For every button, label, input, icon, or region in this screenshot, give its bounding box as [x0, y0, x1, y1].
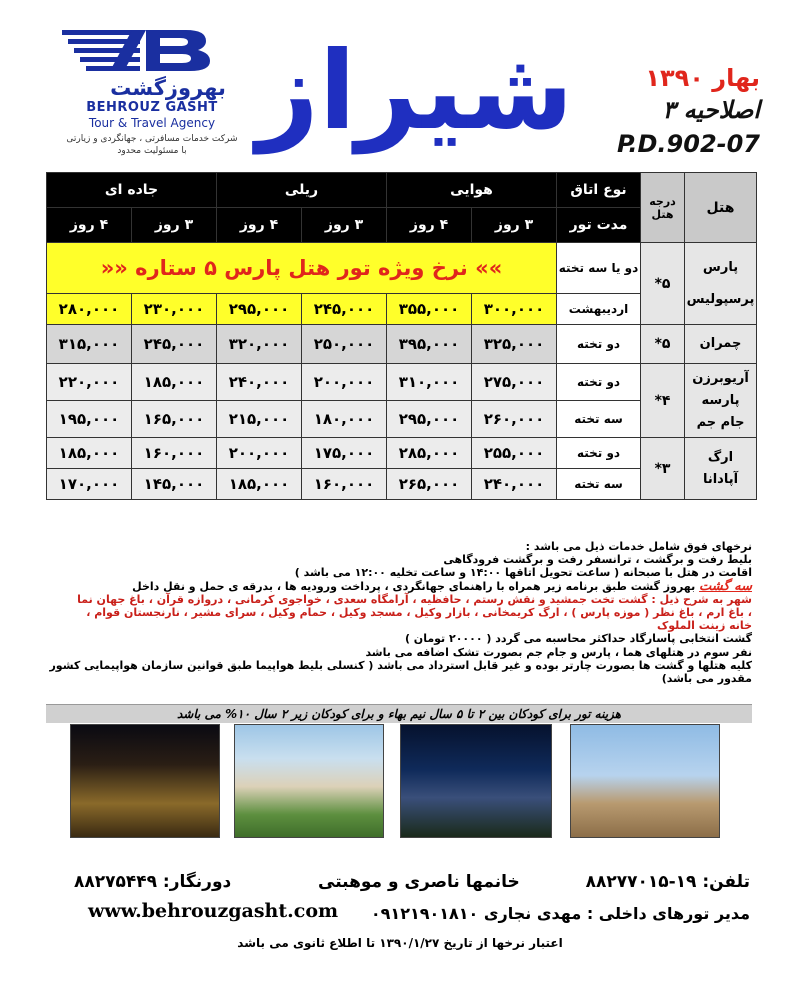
- notes-line: بلیط رفت و برگشت ، ترانسفر رفت و برگشت فرودگاهی: [443, 553, 752, 567]
- price-cell: ۱۸۵,۰۰۰: [132, 364, 217, 401]
- notes-line: مقدور می باشد): [661, 672, 752, 686]
- room-type: دو تخته: [557, 438, 641, 469]
- notes-tour-line: [46, 580, 752, 593]
- price-cell: ۲۰۰,۰۰۰: [302, 364, 387, 401]
- price-cell: ۳۰۰,۰۰۰: [472, 294, 557, 325]
- document-code: P.D.902-07: [616, 130, 760, 158]
- sights-line: ، باغ ارم ، باغ نظر ( موزه پارس ) ، ارگ کریمخانی ، بازار وکیل ، مسجد وکیل ، حمام وکیل ، سرای مشیر ، نارنجستان قوام ،: [86, 606, 752, 620]
- logo-persian-name: بهروزگشت: [110, 76, 226, 100]
- season-label: بهار ۱۳۹۰: [645, 64, 760, 92]
- hotel-star: ۵*: [641, 243, 685, 325]
- price-cell: ۲۴۰,۰۰۰: [217, 364, 302, 401]
- tour-label: سه گشت: [699, 578, 752, 594]
- price-cell: ۱۸۰,۰۰۰: [302, 401, 387, 438]
- notes-line: گشت انتخابی پاسارگاد حداکثر محاسبه می گردد ( ۲۰۰۰۰ تومان ): [404, 632, 752, 646]
- price-cell: ۲۸۵,۰۰۰: [387, 438, 472, 469]
- price-cell: ۳۱۵,۰۰۰: [47, 325, 132, 364]
- company-logo: [62, 24, 232, 76]
- notes-intro: نرخهای فوق شامل خدمات ذیل می باشد :: [525, 540, 752, 553]
- logo-description-line: با مسئولیت محدود: [117, 146, 187, 156]
- price-cell: ۳۲۵,۰۰۰: [472, 325, 557, 364]
- footer-contacts: خانمها ناصری و موهبتی: [318, 872, 520, 892]
- hotel-name-line: آپادانا: [702, 471, 739, 487]
- room-type: سه تخته: [557, 469, 641, 500]
- room-type: دو تخته: [557, 325, 641, 364]
- price-cell: ۲۵۵,۰۰۰: [472, 438, 557, 469]
- price-cell: ۲۹۵,۰۰۰: [387, 401, 472, 438]
- header-duration-cell: ۳ روز: [302, 208, 387, 243]
- logo-description-line: شرکت خدمات مسافرتی ، جهانگردی و زیارتی: [66, 134, 238, 144]
- photo-quran-gate: [70, 724, 220, 838]
- price-cell: ۲۶۵,۰۰۰: [387, 469, 472, 500]
- page-title: شیراز: [256, 29, 574, 154]
- price-cell: ۲۲۰,۰۰۰: [47, 364, 132, 401]
- logo-english-name: BEHROUZ GASHT: [86, 100, 218, 115]
- price-cell: ۲۴۰,۰۰۰: [472, 469, 557, 500]
- tour-notes: [46, 540, 752, 700]
- price-cell: ۲۶۰,۰۰۰: [472, 401, 557, 438]
- hotel-name: [685, 243, 757, 325]
- room-type: دو یا سه تخته: [557, 243, 641, 294]
- header-transport-rail: ریلی: [217, 173, 387, 208]
- price-cell: ۳۹۵,۰۰۰: [387, 325, 472, 364]
- child-fare-note: هزینه تور برای کودکان بین ۲ تا ۵ سال نیم بهاء و برای کودکان زیر ۲ سال ۱۰% می باشد: [46, 704, 752, 723]
- footer-manager: مدیر تورهای داخلی : مهدی نجاری ۰۹۱۲۱۹۰۱۸۱۰: [370, 904, 750, 923]
- price-cell: ۲۱۵,۰۰۰: [217, 401, 302, 438]
- header-duration-cell: ۴ روز: [217, 208, 302, 243]
- hotel-name-line: پارسه: [701, 392, 740, 408]
- price-cell: ۱۶۰,۰۰۰: [302, 469, 387, 500]
- notes-line: کلیه هتلها و گشت ها بصورت چارتر بوده و غیر قابل استرداد می باشد ( کنسلی بلیط هواپیما طبق قوانین سازمان هواپیمایی کشور: [49, 658, 752, 672]
- header-star: درجه هتل: [641, 173, 685, 243]
- price-cell: ۱۷۵,۰۰۰: [302, 438, 387, 469]
- logo-tagline: Tour & Travel Agency: [88, 116, 216, 130]
- price-cell: ۳۲۰,۰۰۰: [217, 325, 302, 364]
- hotel-name-line: پرسپولیس: [686, 291, 755, 307]
- table-row: [47, 438, 757, 469]
- footer-fax: دورنگار: ۸۸۲۷۵۴۴۹: [74, 872, 232, 892]
- hotel-name-line: آریوبرزن: [692, 370, 749, 386]
- hotel-name-line: جام جم: [696, 414, 745, 430]
- logo-company-description: [62, 133, 242, 157]
- price-table: [46, 172, 757, 500]
- room-type: سه تخته: [557, 401, 641, 438]
- room-type: دو تخته: [557, 364, 641, 401]
- table-row: [47, 325, 757, 364]
- header-duration-cell: ۴ روز: [47, 208, 132, 243]
- sights-line: خانه زینت الملوک: [656, 619, 752, 633]
- price-cell: ۲۷۵,۰۰۰: [472, 364, 557, 401]
- hotel-name: [685, 438, 757, 500]
- table-header-row: [47, 173, 757, 208]
- photo-hafezieh: [400, 724, 552, 838]
- hotel-name-line: پارس: [702, 259, 739, 275]
- room-type: اردیبهشت: [557, 294, 641, 325]
- header-transport-air: هوایی: [387, 173, 557, 208]
- price-cell: ۱۷۰,۰۰۰: [47, 469, 132, 500]
- header-duration-cell: ۴ روز: [387, 208, 472, 243]
- footer-website[interactable]: www.behrouzgasht.com: [88, 900, 339, 922]
- special-offer-banner: »» نرخ ویژه تور هتل پارس ۵ ستاره ««: [47, 243, 557, 294]
- table-row: [47, 243, 757, 294]
- hotel-star: ۳*: [641, 438, 685, 500]
- price-cell: ۱۸۵,۰۰۰: [217, 469, 302, 500]
- price-cell: ۲۳۰,۰۰۰: [132, 294, 217, 325]
- photo-persepolis: [570, 724, 720, 838]
- hotel-name: چمران: [685, 325, 757, 364]
- hotel-name: [685, 364, 757, 438]
- header-room-type: نوع اتاق: [557, 173, 641, 208]
- price-cell: ۲۰۰,۰۰۰: [217, 438, 302, 469]
- price-cell: ۲۸۰,۰۰۰: [47, 294, 132, 325]
- price-cell: ۳۱۰,۰۰۰: [387, 364, 472, 401]
- header-transport-road: جاده ای: [47, 173, 217, 208]
- price-cell: ۲۹۵,۰۰۰: [217, 294, 302, 325]
- price-cell: ۱۸۵,۰۰۰: [47, 438, 132, 469]
- hotel-name-line: ارگ: [707, 449, 734, 465]
- price-cell: ۲۴۵,۰۰۰: [132, 325, 217, 364]
- header-hotel: هتل: [685, 173, 757, 243]
- price-cell: ۱۶۵,۰۰۰: [132, 401, 217, 438]
- footer-phone: تلفن: ۱۹-۸۸۲۷۷۰۱۵: [585, 872, 750, 892]
- price-cell: ۱۶۰,۰۰۰: [132, 438, 217, 469]
- price-cell: ۲۴۵,۰۰۰: [302, 294, 387, 325]
- price-cell: ۱۴۵,۰۰۰: [132, 469, 217, 500]
- price-cell: ۲۵۰,۰۰۰: [302, 325, 387, 364]
- tour-text: بهروز گشت طبق برنامه زیر همراه با راهنمای جهانگردی ، پرداخت ورودیه ها ، بدرقه ی حمل و نقل داخل: [132, 579, 696, 593]
- notes-line: اقامت در هتل با صبحانه ( ساعت تحویل اتاقها ۱۴:۰۰ و ساعت تخلیه ۱۲:۰۰ می باشد ): [294, 566, 752, 580]
- header-duration: مدت تور: [557, 208, 641, 243]
- validity-note: اعتبار نرخها از تاریخ ۱۳۹۰/۱/۲۷ تا اطلاع ثانوی می باشد: [237, 936, 563, 950]
- amendment-label: اصلاحیه ۳: [662, 96, 760, 124]
- hotel-star: ۵*: [641, 325, 685, 364]
- header-duration-cell: ۳ روز: [472, 208, 557, 243]
- sights-line: شهر به شرح ذیل : گشت تخت جمشید و نقش رستم ، حافظیه ، آرامگاه سعدی ، خواجوی کرمانی ، دروازه قرآن ، باغ جهان نما: [77, 592, 752, 606]
- table-row: [47, 364, 757, 401]
- hotel-star: ۴*: [641, 364, 685, 438]
- price-cell: ۳۵۵,۰۰۰: [387, 294, 472, 325]
- price-cell: ۱۹۵,۰۰۰: [47, 401, 132, 438]
- photo-eram-garden: [234, 724, 384, 838]
- header-duration-cell: ۳ روز: [132, 208, 217, 243]
- notes-line: نفر سوم در هتلهای هما ، پارس و جام جم بصورت تشک اضافه می باشد: [365, 645, 752, 659]
